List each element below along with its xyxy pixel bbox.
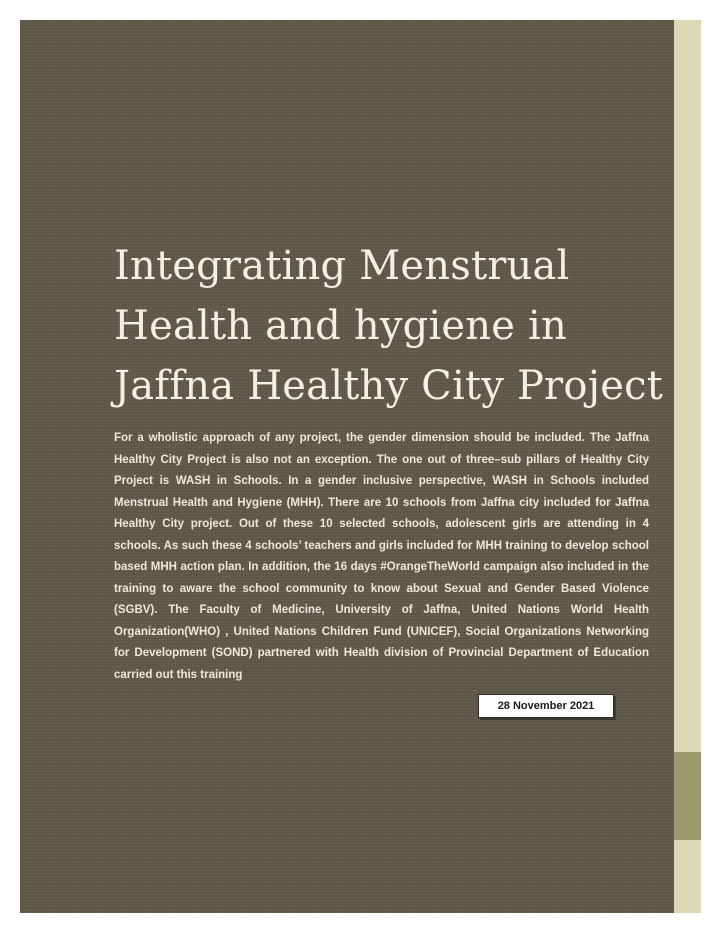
document-title: Integrating Menstrual Health and hygiene in Jaffna Healthy City Project [114,243,664,409]
page-margin-bottom [0,913,720,931]
date-badge [478,694,614,718]
page-margin-left [0,0,20,931]
document-body-paragraph: For a wholistic approach of any project, the gender dimension should be included. The Jaffna Healthy City Project is also not an exception. The one out of three–sub pillars of Healthy City Project is WASH in Schools. In a gender inclusive perspective, WASH in Schools included Menstrual Health and Hygiene (MHH). There are 10 schools from Jaffna city included for Jaffna Healthy City project. Out of these 10 selected schools, adolescent girls are attending in 4 schools. As such these 4 schools’ teachers and girls included for MHH training to develop school based MHH action plan. In addition, the 16 days #OrangeTheWorld campaign also included in the training to aware the school community to know about Sexual and Gender Based Violence (SGBV). The Faculty of Medicine, University of Jaffna, United Nations World Health Organization(WHO) , United Nations Children Fund (UNICEF), Social Organizations Networking for Development (SOND) partnered with Health division of Provincial Department of Education carried out this training [114,432,649,681]
date-badge-label: 28 November 2021 [497,700,595,712]
page-margin-top [0,0,720,20]
